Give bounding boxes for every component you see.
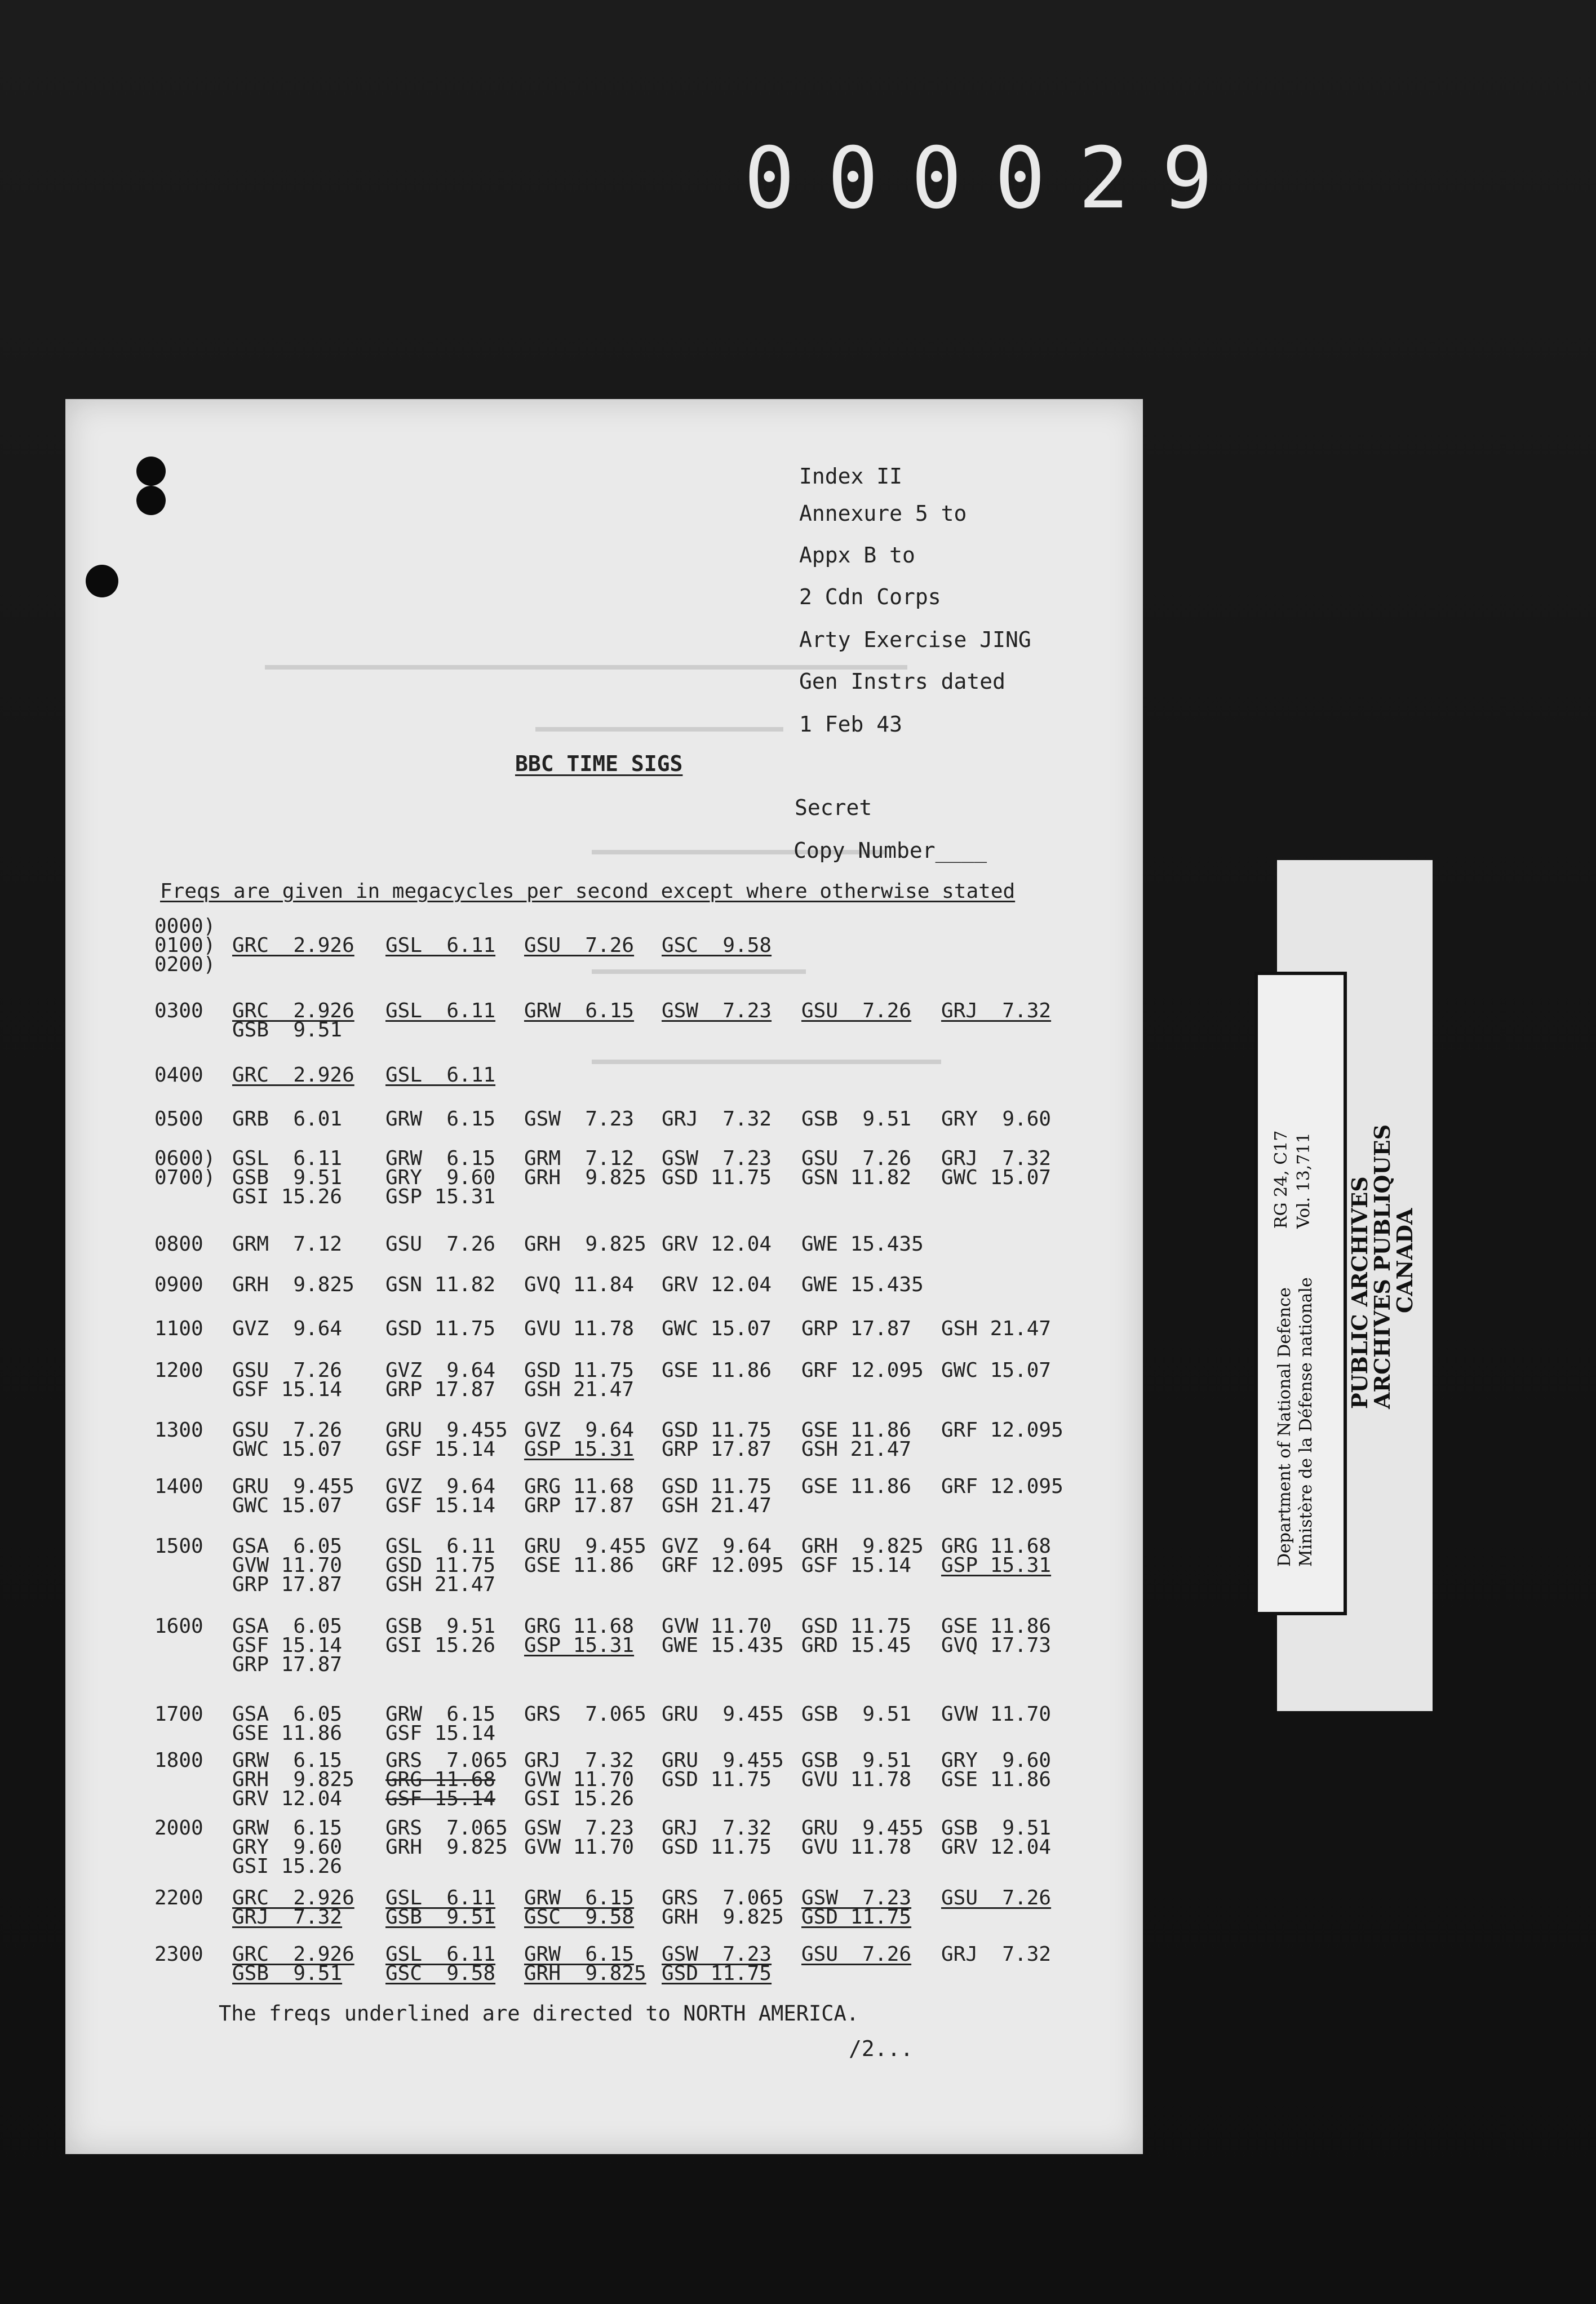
frequency-entry: GRH 9.825 — [524, 1233, 646, 1256]
frequency-entry: GRU 9.455 — [232, 1475, 354, 1498]
time-label: 1100 — [154, 1317, 203, 1340]
frequency-entry: GRJ 7.32 — [662, 1107, 772, 1131]
header-line: Annexure 5 to — [799, 501, 967, 526]
frequency-entry: GSB 9.51 — [232, 1018, 343, 1042]
time-label: 0200) — [154, 953, 216, 976]
frequency-entry: GRC 2.926 — [232, 1064, 354, 1087]
frequency-entry: GSD 11.75 — [385, 1317, 496, 1340]
frequency-entry: GRU 9.455 — [801, 1816, 924, 1840]
frequency-entry: GSU 7.26 — [385, 1233, 496, 1256]
frequency-entry: GVZ 9.64 — [385, 1475, 496, 1498]
frequency-entry: GSD 11.75 — [662, 1166, 772, 1189]
frequency-entry: GWE 15.435 — [801, 1233, 924, 1256]
frequency-entry: GSB 9.51 — [232, 1962, 343, 1985]
archive-ref: RG 24, C17 — [1271, 1130, 1291, 1229]
frequency-entry: GSD 11.75 — [801, 1906, 912, 1929]
frequency-entry: GRH 9.825 — [524, 1166, 646, 1189]
frequency-entry: GWC 15.07 — [662, 1317, 772, 1340]
frequency-entry: GRW 6.15 — [524, 1886, 635, 1909]
frequency-entry: GSB 9.51 — [801, 1749, 912, 1772]
frequency-entry: GRW 6.15 — [524, 1943, 635, 1966]
frequency-entry: GRV 12.04 — [662, 1273, 772, 1296]
frequency-entry: GRJ 7.32 — [524, 1749, 635, 1772]
frequency-entry: GSE 11.86 — [232, 1722, 343, 1745]
frequency-entry: GSU 7.26 — [941, 1886, 1052, 1909]
frequency-entry: GSL 6.11 — [385, 1064, 496, 1087]
frequency-entry: GSL 6.11 — [385, 999, 496, 1022]
frequency-entry: GRW 6.15 — [385, 1147, 496, 1170]
frequency-entry: GSU 7.26 — [801, 1147, 912, 1170]
frequency-entry: GRG 11.68 — [524, 1615, 635, 1638]
frequency-entry: GRH 9.825 — [385, 1836, 508, 1859]
time-label: 1800 — [154, 1749, 203, 1772]
frequency-entry: GSF 15.14 — [232, 1634, 343, 1657]
frequency-entry: GRS 7.065 — [662, 1886, 784, 1909]
frequency-entry: GSH 21.47 — [941, 1317, 1052, 1340]
frequency-entry: GWC 15.07 — [232, 1494, 343, 1517]
frequency-entry: GWC 15.07 — [941, 1359, 1052, 1382]
frequency-entry: GSU 7.26 — [801, 1943, 912, 1966]
frequency-entry: GSF 15.14 — [385, 1787, 496, 1810]
frequency-entry: GRH 9.825 — [524, 1962, 646, 1985]
time-label: 2300 — [154, 1943, 203, 1966]
frequency-entry: GSE 11.86 — [941, 1768, 1052, 1791]
frequency-entry: GRC 2.926 — [232, 934, 354, 957]
frequency-entry: GRP 17.87 — [524, 1494, 635, 1517]
bleed-through-line — [535, 727, 783, 732]
frequency-entry: GVW 11.70 — [662, 1615, 772, 1638]
frequency-entry: GSP 15.31 — [385, 1185, 496, 1208]
time-label: 1500 — [154, 1535, 203, 1558]
frequency-entry: GSC 9.58 — [524, 1906, 635, 1929]
frequency-entry: GRS 7.065 — [385, 1816, 508, 1840]
frequency-entry: GVW 11.70 — [941, 1703, 1052, 1726]
frequency-entry: GWC 15.07 — [232, 1438, 343, 1461]
frequency-entry: GRP 17.87 — [801, 1317, 912, 1340]
time-label: 2200 — [154, 1886, 203, 1909]
frequency-entry: GSE 11.86 — [801, 1419, 912, 1442]
frequency-entry: GRH 9.825 — [232, 1768, 354, 1791]
time-label: 1200 — [154, 1359, 203, 1382]
frequency-entry: GSD 11.75 — [524, 1359, 635, 1382]
frequency-entry: GWE 15.435 — [801, 1273, 924, 1296]
frequency-entry: GRY 9.60 — [941, 1749, 1052, 1772]
archive-ref: Vol. 13,711 — [1294, 1132, 1314, 1229]
frequency-entry: GVZ 9.64 — [524, 1419, 635, 1442]
frequency-entry: GRF 12.095 — [941, 1419, 1063, 1442]
frequency-entry: GSH 21.47 — [801, 1438, 912, 1461]
frequency-entry: GSB 9.51 — [941, 1816, 1052, 1840]
time-label: 0100) — [154, 934, 216, 957]
frequency-entry: GSE 11.86 — [941, 1615, 1052, 1638]
frequency-entry: GVW 11.70 — [232, 1554, 343, 1577]
frequency-entry: GRF 12.095 — [662, 1554, 784, 1577]
frequency-entry: GSD 11.75 — [385, 1554, 496, 1577]
frequency-entry: GSW 7.23 — [662, 1943, 772, 1966]
archive-country: CANADA — [1392, 1208, 1417, 1313]
document-title: BBC TIME SIGS — [515, 751, 683, 776]
punch-hole — [86, 565, 118, 597]
frequency-entry: GSU 7.26 — [524, 934, 635, 957]
header-line: Appx B to — [799, 543, 915, 568]
frequency-entry: GSW 7.23 — [662, 999, 772, 1022]
frequency-entry: GRY 9.60 — [385, 1166, 496, 1189]
frequency-entry: GSW 7.23 — [801, 1886, 912, 1909]
frequency-entry: GRM 7.12 — [524, 1147, 635, 1170]
frequency-entry: GRW 6.15 — [524, 999, 635, 1022]
frequency-entry: GSD 11.75 — [662, 1836, 772, 1859]
time-label: 0600) — [154, 1147, 216, 1170]
frequency-entry: GVU 11.78 — [801, 1836, 912, 1859]
frequency-entry: GRP 17.87 — [232, 1653, 343, 1676]
frequency-entry: GWC 15.07 — [941, 1166, 1052, 1189]
frequency-entry: GVQ 17.73 — [941, 1634, 1052, 1657]
bleed-through-line — [592, 1060, 941, 1064]
frequency-entry: GSL 6.11 — [385, 1886, 496, 1909]
frequency-entry: GSB 9.51 — [801, 1703, 912, 1726]
archive-name-en: PUBLIC ARCHIVES — [1347, 1176, 1372, 1409]
frequency-entry: GVW 11.70 — [524, 1768, 635, 1791]
frequency-entry: GSN 11.82 — [801, 1166, 912, 1189]
frequency-entry: GRH 9.825 — [662, 1906, 784, 1929]
frequency-entry: GSD 11.75 — [801, 1615, 912, 1638]
frequency-entry: GRJ 7.32 — [941, 999, 1052, 1022]
frequency-entry: GVW 11.70 — [524, 1836, 635, 1859]
frequency-entry: GSB 9.51 — [232, 1166, 343, 1189]
frequency-entry: GRJ 7.32 — [941, 1147, 1052, 1170]
frequency-entry: GRV 12.04 — [232, 1787, 343, 1810]
units-note: Freqs are given in megacycles per second except where otherwise stated — [160, 880, 1016, 903]
frequency-entry: GSF 15.14 — [801, 1554, 912, 1577]
header-line: Index II — [799, 464, 903, 489]
frequency-entry: GSF 15.14 — [385, 1722, 496, 1745]
frequency-entry: GSP 15.31 — [524, 1438, 635, 1461]
frequency-entry: GRJ 7.32 — [232, 1906, 343, 1929]
frequency-entry: GRS 7.065 — [524, 1703, 646, 1726]
frequency-entry: GRW 6.15 — [385, 1703, 496, 1726]
time-label: 1600 — [154, 1615, 203, 1638]
punch-hole — [136, 457, 166, 486]
time-label: 1300 — [154, 1419, 203, 1442]
frequency-entry: GRC 2.926 — [232, 1943, 354, 1966]
header-line: 2 Cdn Corps — [799, 584, 941, 609]
time-label: 1400 — [154, 1475, 203, 1498]
frequency-entry: GSE 11.86 — [801, 1475, 912, 1498]
time-label: 0500 — [154, 1107, 203, 1131]
frequency-entry: GSF 15.14 — [232, 1378, 343, 1401]
frequency-entry: GSB 9.51 — [385, 1615, 496, 1638]
frequency-entry: GSD 11.75 — [662, 1419, 772, 1442]
frequency-entry: GSI 15.26 — [524, 1787, 635, 1810]
frequency-entry: GRJ 7.32 — [941, 1943, 1052, 1966]
frequency-entry: GSE 11.86 — [662, 1359, 772, 1382]
frequency-entry: GRF 12.095 — [941, 1475, 1063, 1498]
time-label: 1700 — [154, 1703, 203, 1726]
frequency-entry: GRU 9.455 — [385, 1419, 508, 1442]
frequency-entry: GSC 9.58 — [385, 1962, 496, 1985]
frequency-entry: GRW 6.15 — [232, 1749, 343, 1772]
frequency-entry: GRC 2.926 — [232, 1886, 354, 1909]
archive-name-fr: ARCHIVES PUBLIQUES — [1369, 1124, 1395, 1409]
frequency-entry: GRV 12.04 — [662, 1233, 772, 1256]
time-label: 0700) — [154, 1166, 216, 1189]
frequency-entry: GSI 15.26 — [232, 1855, 343, 1878]
frequency-entry: GRV 12.04 — [941, 1836, 1052, 1859]
frequency-entry: GVZ 9.64 — [662, 1535, 772, 1558]
frequency-entry: GRJ 7.32 — [662, 1816, 772, 1840]
frequency-entry: GSI 15.26 — [385, 1634, 496, 1657]
frequency-entry: GRU 9.455 — [662, 1703, 784, 1726]
frequency-entry: GSA 6.05 — [232, 1703, 343, 1726]
header-line: 1 Feb 43 — [799, 712, 903, 737]
frequency-entry: GSW 7.23 — [524, 1107, 635, 1131]
frequency-entry: GSH 21.47 — [662, 1494, 772, 1517]
frequency-entry: GRD 15.45 — [801, 1634, 912, 1657]
frequency-entry: GSL 6.11 — [232, 1147, 343, 1170]
frequency-entry: GVZ 9.64 — [385, 1359, 496, 1382]
frequency-entry: GRU 9.455 — [662, 1749, 784, 1772]
frequency-entry: GSP 15.31 — [941, 1554, 1052, 1577]
frequency-entry: GSC 9.58 — [662, 934, 772, 957]
frequency-entry: GSB 9.51 — [385, 1906, 496, 1929]
frequency-entry: GSU 7.26 — [232, 1359, 343, 1382]
frequency-entry: GRY 9.60 — [232, 1836, 343, 1859]
frequency-entry: GRP 17.87 — [385, 1378, 496, 1401]
frequency-entry: GVU 11.78 — [524, 1317, 635, 1340]
time-label: 0800 — [154, 1233, 203, 1256]
frequency-entry: GSI 15.26 — [232, 1185, 343, 1208]
frequency-entry: GRG 11.68 — [524, 1475, 635, 1498]
frequency-entry: GVQ 11.84 — [524, 1273, 635, 1296]
frequency-entry: GSD 11.75 — [662, 1768, 772, 1791]
frequency-entry: GSN 11.82 — [385, 1273, 496, 1296]
frequency-entry: GVU 11.78 — [801, 1768, 912, 1791]
frequency-entry: GSP 15.31 — [524, 1634, 635, 1657]
frequency-entry: GRM 7.12 — [232, 1233, 343, 1256]
frequency-entry: GRH 9.825 — [801, 1535, 924, 1558]
frequency-entry: GVZ 9.64 — [232, 1317, 343, 1340]
frequency-entry: GRF 12.095 — [801, 1359, 924, 1382]
frequency-entry: GSH 21.47 — [524, 1378, 635, 1401]
frequency-entry: GSB 9.51 — [801, 1107, 912, 1131]
bleed-through-line — [592, 969, 806, 974]
frequency-entry: GSL 6.11 — [385, 1943, 496, 1966]
time-label: 0400 — [154, 1064, 203, 1087]
frequency-entry: GRP 17.87 — [232, 1573, 343, 1596]
frequency-entry: GSD 11.75 — [662, 1475, 772, 1498]
archive-dept-fr: Ministère de la Défense nationale — [1296, 1277, 1316, 1567]
frequency-entry: GRU 9.455 — [524, 1535, 646, 1558]
copy-number: Copy Number____ — [793, 838, 987, 863]
header-line: Gen Instrs dated — [799, 669, 1006, 694]
frequency-entry: GSE 11.86 — [524, 1554, 635, 1577]
frequency-entry: GRC 2.926 — [232, 999, 354, 1022]
time-label: 0300 — [154, 999, 203, 1022]
frequency-entry: GSA 6.05 — [232, 1535, 343, 1558]
punch-hole — [136, 486, 166, 515]
archive-dept-en: Department of National Defence — [1275, 1287, 1294, 1567]
frequency-entry: GSD 11.75 — [662, 1962, 772, 1985]
frequency-entry: GSF 15.14 — [385, 1438, 496, 1461]
frequency-entry: GRP 17.87 — [662, 1438, 772, 1461]
frequency-entry: GRS 7.065 — [385, 1749, 508, 1772]
frequency-entry: GRW 6.15 — [385, 1107, 496, 1131]
frequency-entry: GWE 15.435 — [662, 1634, 784, 1657]
frequency-entry: GRW 6.15 — [232, 1816, 343, 1840]
security-classification: Secret — [795, 795, 872, 820]
frequency-entry: GSL 6.11 — [385, 1535, 496, 1558]
frequency-entry: GRG 11.68 — [385, 1768, 496, 1791]
frequency-entry: GSF 15.14 — [385, 1494, 496, 1517]
frequency-entry: GSA 6.05 — [232, 1615, 343, 1638]
time-label: 0000) — [154, 915, 216, 938]
frequency-entry: GSW 7.23 — [524, 1816, 635, 1840]
frequency-entry: GSU 7.26 — [232, 1419, 343, 1442]
frequency-entry: GSU 7.26 — [801, 999, 912, 1022]
frequency-entry: GRG 11.68 — [941, 1535, 1052, 1558]
time-label: 2000 — [154, 1816, 203, 1840]
frequency-entry: GRB 6.01 — [232, 1107, 343, 1131]
page-marker: /2... — [849, 2036, 914, 2061]
header-line: Arty Exercise JING — [799, 627, 1031, 652]
frequency-entry: GSH 21.47 — [385, 1573, 496, 1596]
frequency-entry: GSL 6.11 — [385, 934, 496, 957]
frequency-entry: GSW 7.23 — [662, 1147, 772, 1170]
frequency-entry: GRY 9.60 — [941, 1107, 1052, 1131]
time-label: 0900 — [154, 1273, 203, 1296]
footer-note: The freqs underlined are directed to NORTH AMERICA. — [219, 2001, 859, 2026]
frame-number: 000029 — [744, 130, 1245, 228]
frequency-entry: GRH 9.825 — [232, 1273, 354, 1296]
